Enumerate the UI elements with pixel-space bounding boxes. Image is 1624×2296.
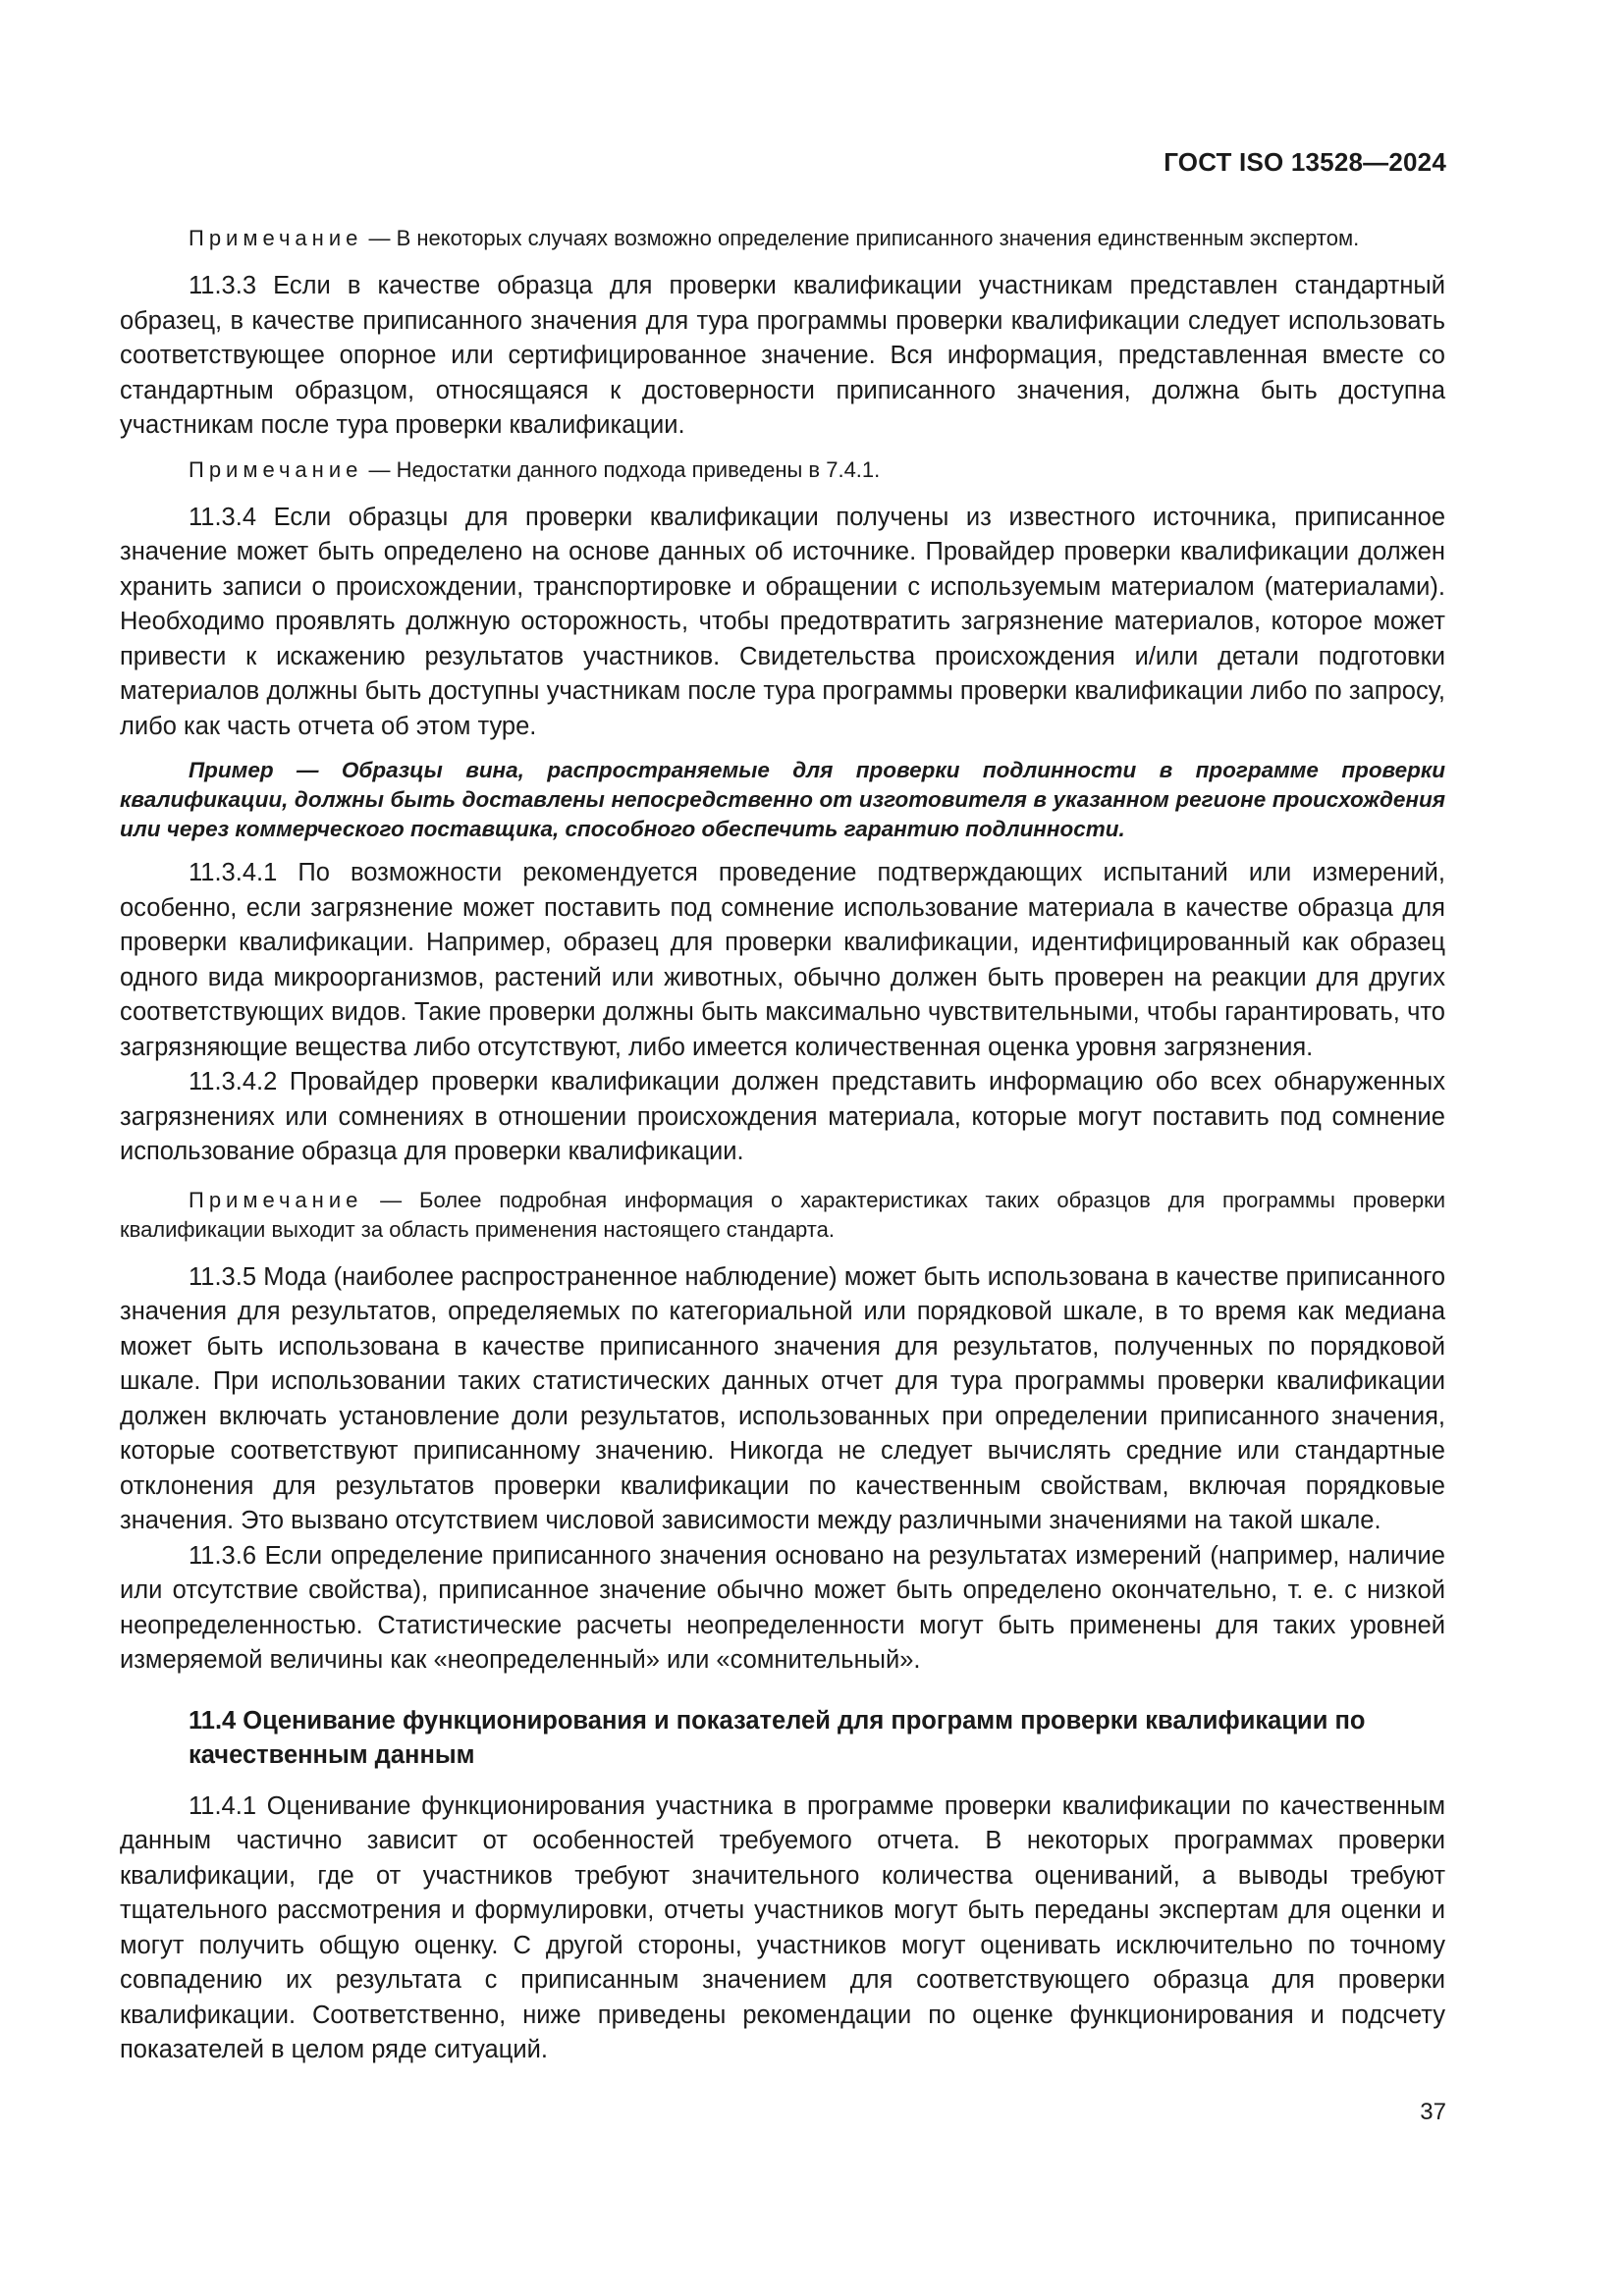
paragraph-11-3-5: 11.3.5 Мода (наиболее распространенное наблюдение) может быть использована в качестве приписанного значения для результатов, определяемых по категориальной или порядковой шкале, в то время как медиана может быть использована в качестве приписанного значения для результатов, полученных по порядковой шкале. При использовании таких статистических данных отчет для тура программы проверки квалификации должен включать установление доли результатов, использованных при определении приписанного значения, которые соответствуют приписанному значению. Никогда не следует вычислять средние или стандартные отклонения для результатов проверки квалификации по качественным свойствам, включая порядковые значения. Это вызвано отсутствием числовой зависимости между различными значениями на такой шкале.: [120, 1262, 1445, 1534]
note-label: Примечание: [189, 456, 363, 482]
note-text: — В некоторых случаях возможно определение приписанного значения единственным экспертом.: [362, 226, 1360, 250]
note-1: [120, 224, 1445, 253]
paragraph-11-4-1: 11.4.1 Оценивание функционирования участника в программе проверки квалификации по качественным данным частично зависит от особенностей требуемого отчета. В некоторых программах проверки квалификации, где от участников требуют значительного количества оцениваний, а выводы требуют тщательного рассмотрения и формулировки, отчеты участников могут быть переданы экспертам для оценки и могут получить общую оценку. С другой стороны, участников могут оценивать исключительно по точному совпадению их результата с приписанным значением для соответствующего образца для проверки квалификации. Соответственно, ниже приведены рекомендации по оценке функционирования и подсчету показателей в целом ряде ситуаций.: [120, 1791, 1445, 2063]
page-number: 37: [1420, 2099, 1446, 2125]
page-content: [120, 224, 1445, 2068]
paragraph-11-3-6: 11.3.6 Если определение приписанного значения основано на результатах измерений (например, наличие или отсутствие свойства), приписанное значение обычно может быть определено окончательно, т. е. с низкой неопределенностью. Статистические расчеты неопределенности могут быть применены для таких уровней измеряемой величины как «неопределенный» или «сомнительный».: [120, 1541, 1445, 1674]
paragraph-11-3-3: 11.3.3 Если в качестве образца для проверки квалификации участникам представлен стандартный образец, в качестве приписанного значения для тура программы проверки квалификации следует использовать соответствующее опорное или сертифицированное значение. Вся информация, представленная вместе со стандартным образцом, относящаяся к достоверности приписанного значения, должна быть доступна участникам после тура проверки квалификации.: [120, 272, 1445, 439]
document-header: ГОСТ ISO 13528—2024: [1164, 147, 1446, 177]
note-label: Примечание: [189, 1187, 363, 1212]
note-label: Примечание: [189, 226, 363, 250]
paragraph-11-3-4-1: 11.3.4.1 По возможности рекомендуется проведение подтверждающих испытаний или измерений, особенно, если загрязнение может поставить под сомнение использование материала в качестве образца для проверки квалификации. Например, образец для проверки квалификации, идентифицированный как образец одного вида микроорганизмов, растений или животных, обычно должен быть проверен на реакции для других соответствующих видов. Такие проверки должны быть максимально чувствительными, чтобы гарантировать, что загрязняющие вещества либо отсутствуют, либо имеется количественная оценка уровня загрязнения.: [120, 859, 1445, 1061]
example-block: Пример — Образцы вина, распространяемые для проверки подлинности в программе проверки квалификации, должны быть доставлены непосредственно от изготовителя в указанном регионе происхождения или через коммерческого поставщика, способного обеспечить гарантию подлинности.: [120, 758, 1445, 841]
paragraph-11-3-4-2: 11.3.4.2 Провайдер проверки квалификации должен представить информацию обо всех обнаруженных загрязнениях или сомнениях в отношении происхождения материала, которые могут поставить под сомнение использование образца для проверки квалификации.: [120, 1068, 1445, 1165]
note-text: — Недостатки данного подхода приведены в 7.4.1.: [362, 456, 881, 482]
section-heading-11-4: 11.4 Оценивание функционирования и показателей для программ проверки квалификации по качественным данным: [189, 1706, 1366, 1769]
note-2: [120, 455, 1445, 485]
note-text: — Более подробная информация о характеристиках таких образцов для программы проверки квалификации выходит за область применения настоящего стандарта.: [120, 1187, 1445, 1242]
paragraph-11-3-4: 11.3.4 Если образцы для проверки квалификации получены из известного источника, приписанное значение может быть определено на основе данных об источнике. Провайдер проверки квалификации должен хранить записи о происхождении, транспортировке и обращении с используемым материалом (материалами). Необходимо проявлять должную осторожность, чтобы предотвратить загрязнение материалов, которое может привести к искажению результатов участников. Свидетельства происхождения и/или детали подготовки материалов должны быть доступны участникам после тура программы проверки квалификации либо по запросу, либо как часть отчета об этом туре.: [120, 503, 1445, 740]
note-3: [120, 1186, 1445, 1245]
